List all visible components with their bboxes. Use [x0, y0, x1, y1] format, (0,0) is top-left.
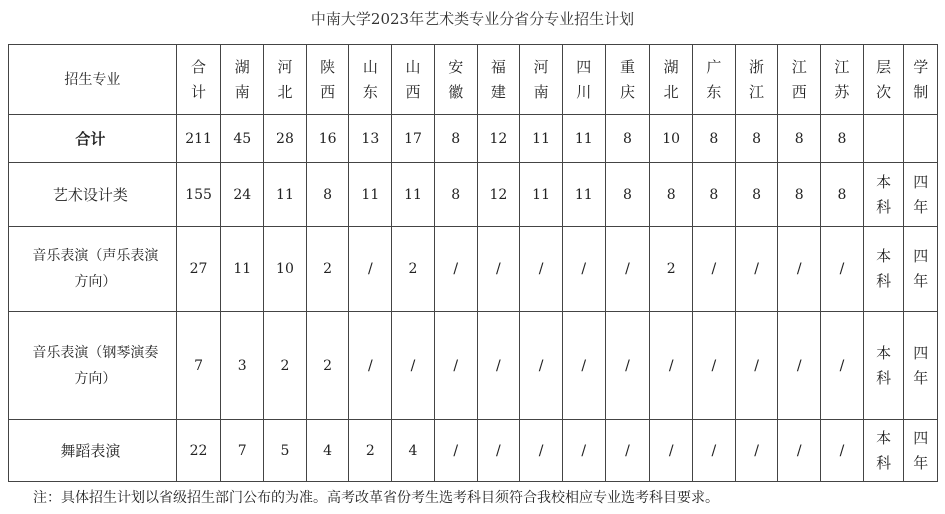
cell-char: 河	[277, 57, 293, 76]
major-cell	[9, 312, 177, 420]
major-line: 艺术设计类	[52, 185, 128, 204]
cell-char: 重	[619, 57, 635, 76]
header-major: 招生专业	[9, 45, 177, 115]
cell-char: 浙	[749, 57, 765, 76]
value-cell: /	[392, 312, 435, 420]
value-cell: 8	[605, 115, 650, 163]
major-cell	[9, 115, 177, 163]
value-cell: /	[821, 227, 864, 312]
cell-char: 安	[448, 57, 464, 76]
major-line: 音乐表演（声乐表演	[32, 248, 159, 264]
value-cell: /	[693, 420, 736, 482]
value-cell: 8	[693, 115, 736, 163]
header-col-1	[221, 45, 264, 115]
enrollment-plan-table	[8, 44, 938, 482]
cell-char: 本	[876, 428, 892, 447]
value-cell: /	[735, 420, 778, 482]
value-cell: 8	[650, 163, 693, 227]
cell-char: 四	[913, 172, 929, 191]
duration-cell	[904, 312, 938, 420]
level-cell	[863, 227, 904, 312]
cell-char: 科	[876, 197, 892, 216]
value-cell: 8	[735, 115, 778, 163]
header-col-10	[605, 45, 650, 115]
value-cell: 211	[176, 115, 221, 163]
value-cell: /	[562, 312, 605, 420]
value-cell: 22	[176, 420, 221, 482]
major-cell	[9, 163, 177, 227]
cell-char: 四	[913, 428, 929, 447]
value-cell: /	[778, 420, 821, 482]
cell-char: 河	[533, 57, 549, 76]
value-cell: 7	[176, 312, 221, 420]
value-cell: 11	[349, 163, 392, 227]
value-cell: 12	[477, 115, 520, 163]
header-col-11	[650, 45, 693, 115]
value-cell: 24	[221, 163, 264, 227]
cell-char: 计	[191, 82, 207, 101]
header-col-8	[520, 45, 563, 115]
table-row	[9, 115, 938, 163]
value-cell: 8	[735, 163, 778, 227]
cell-char: 次	[876, 82, 892, 101]
header-col-16	[863, 45, 904, 115]
duration-cell	[904, 163, 938, 227]
header-col-3	[306, 45, 349, 115]
cell-char: 年	[913, 453, 929, 472]
value-cell: 8	[434, 115, 477, 163]
header-col-2	[264, 45, 307, 115]
value-cell: 7	[221, 420, 264, 482]
value-cell: /	[349, 312, 392, 420]
cell-char: 四	[576, 57, 592, 76]
cell-char: 东	[362, 82, 378, 101]
value-cell: 11	[392, 163, 435, 227]
value-cell: 2	[650, 227, 693, 312]
cell-char: 南	[234, 82, 250, 101]
value-cell: /	[520, 227, 563, 312]
level-cell	[863, 312, 904, 420]
value-cell: 16	[306, 115, 349, 163]
value-cell: 11	[520, 163, 563, 227]
level-cell	[863, 115, 904, 163]
cell-char: 庆	[619, 82, 635, 101]
cell-char: 本	[876, 343, 892, 362]
value-cell: 4	[392, 420, 435, 482]
cell-char: 徽	[448, 82, 464, 101]
table-row	[9, 420, 938, 482]
value-cell: /	[520, 420, 563, 482]
cell-char: 湖	[234, 57, 250, 76]
cell-char: 制	[913, 82, 929, 101]
duration-cell	[904, 115, 938, 163]
value-cell: 2	[306, 312, 349, 420]
value-cell: 8	[778, 115, 821, 163]
value-cell: /	[434, 420, 477, 482]
value-cell: /	[693, 227, 736, 312]
header-col-14	[778, 45, 821, 115]
value-cell: 11	[264, 163, 307, 227]
value-cell: /	[434, 227, 477, 312]
cell-char: 西	[405, 82, 421, 101]
cell-char: 陕	[320, 57, 336, 76]
cell-char: 北	[277, 82, 293, 101]
value-cell: 10	[650, 115, 693, 163]
cell-char: 福	[490, 57, 506, 76]
header-col-13	[735, 45, 778, 115]
value-cell: 27	[176, 227, 221, 312]
level-cell	[863, 420, 904, 482]
value-cell: 28	[264, 115, 307, 163]
major-line: 舞蹈表演	[60, 441, 121, 460]
major-line: 音乐表演（钢琴演奏	[32, 344, 159, 361]
value-cell: 5	[264, 420, 307, 482]
value-cell: 155	[176, 163, 221, 227]
value-cell: /	[735, 312, 778, 420]
cell-char: 学	[913, 57, 929, 76]
value-cell: /	[821, 312, 864, 420]
cell-char: 川	[576, 82, 592, 101]
duration-cell	[904, 420, 938, 482]
cell-char: 北	[663, 82, 679, 101]
value-cell: 45	[221, 115, 264, 163]
value-cell: 13	[349, 115, 392, 163]
value-cell: 8	[693, 163, 736, 227]
duration-cell	[904, 227, 938, 312]
value-cell: /	[562, 420, 605, 482]
cell-char: 东	[706, 82, 722, 101]
cell-char: 科	[876, 368, 892, 387]
table-row	[9, 312, 938, 420]
cell-char: 合	[191, 57, 207, 76]
value-cell: 11	[520, 115, 563, 163]
value-cell: 4	[306, 420, 349, 482]
cell-char: 科	[876, 453, 892, 472]
value-cell: 2	[349, 420, 392, 482]
header-col-6	[434, 45, 477, 115]
value-cell: 2	[264, 312, 307, 420]
level-cell	[863, 163, 904, 227]
value-cell: 3	[221, 312, 264, 420]
value-cell: /	[735, 227, 778, 312]
value-cell: /	[650, 312, 693, 420]
value-cell: 8	[434, 163, 477, 227]
cell-char: 西	[320, 82, 336, 101]
cell-char: 苏	[834, 82, 850, 101]
value-cell: 2	[306, 227, 349, 312]
cell-char: 科	[876, 272, 892, 290]
table-header-row	[9, 45, 938, 115]
cell-char: 年	[913, 197, 929, 216]
cell-char: 江	[791, 57, 807, 76]
header-col-5	[392, 45, 435, 115]
cell-char: 层	[876, 57, 892, 76]
header-col-9	[562, 45, 605, 115]
value-cell: /	[349, 227, 392, 312]
value-cell: 11	[221, 227, 264, 312]
major-cell	[9, 420, 177, 482]
value-cell: /	[477, 227, 520, 312]
value-cell: 8	[821, 115, 864, 163]
value-cell: 17	[392, 115, 435, 163]
cell-char: 湖	[663, 57, 679, 76]
cell-char: 广	[706, 57, 722, 76]
value-cell: /	[605, 420, 650, 482]
value-cell: /	[605, 227, 650, 312]
value-cell: /	[477, 312, 520, 420]
value-cell: /	[778, 312, 821, 420]
cell-char: 年	[913, 368, 929, 387]
cell-char: 四	[913, 343, 929, 362]
table-row	[9, 163, 938, 227]
value-cell: 8	[306, 163, 349, 227]
value-cell: 8	[605, 163, 650, 227]
major-line: 合计	[75, 129, 106, 148]
header-col-7	[477, 45, 520, 115]
cell-char: 本	[876, 172, 892, 191]
header-col-15	[821, 45, 864, 115]
cell-char: 江	[834, 57, 850, 76]
cell-char: 山	[362, 57, 378, 76]
header-col-0	[176, 45, 221, 115]
major-line: 方向）	[74, 370, 117, 387]
header-col-17	[904, 45, 938, 115]
value-cell: /	[693, 312, 736, 420]
value-cell: /	[821, 420, 864, 482]
cell-char: 山	[405, 57, 421, 76]
cell-char: 建	[490, 82, 506, 101]
footnote: 注：具体招生计划以省级招生部门公布的为准。高考改革省份考生选考科目须符合我校相应专业选考科目要求。	[33, 490, 719, 506]
value-cell: 8	[778, 163, 821, 227]
value-cell: /	[520, 312, 563, 420]
page-title: 中南大学2023年艺术类专业分省分专业招生计划	[310, 10, 635, 28]
cell-char: 江	[749, 82, 765, 101]
value-cell: /	[562, 227, 605, 312]
value-cell: 10	[264, 227, 307, 312]
header-col-4	[349, 45, 392, 115]
cell-char: 年	[913, 272, 929, 290]
table-row	[9, 227, 938, 312]
cell-char: 西	[791, 82, 807, 101]
value-cell: 2	[392, 227, 435, 312]
value-cell: /	[477, 420, 520, 482]
cell-char: 本	[876, 247, 892, 265]
major-cell	[9, 227, 177, 312]
value-cell: /	[778, 227, 821, 312]
value-cell: 11	[562, 115, 605, 163]
cell-char: 南	[533, 82, 549, 101]
value-cell: /	[434, 312, 477, 420]
major-line: 方向）	[74, 274, 117, 290]
value-cell: /	[605, 312, 650, 420]
value-cell: 8	[821, 163, 864, 227]
header-col-12	[693, 45, 736, 115]
value-cell: /	[650, 420, 693, 482]
value-cell: 12	[477, 163, 520, 227]
cell-char: 四	[913, 247, 929, 265]
value-cell: 11	[562, 163, 605, 227]
